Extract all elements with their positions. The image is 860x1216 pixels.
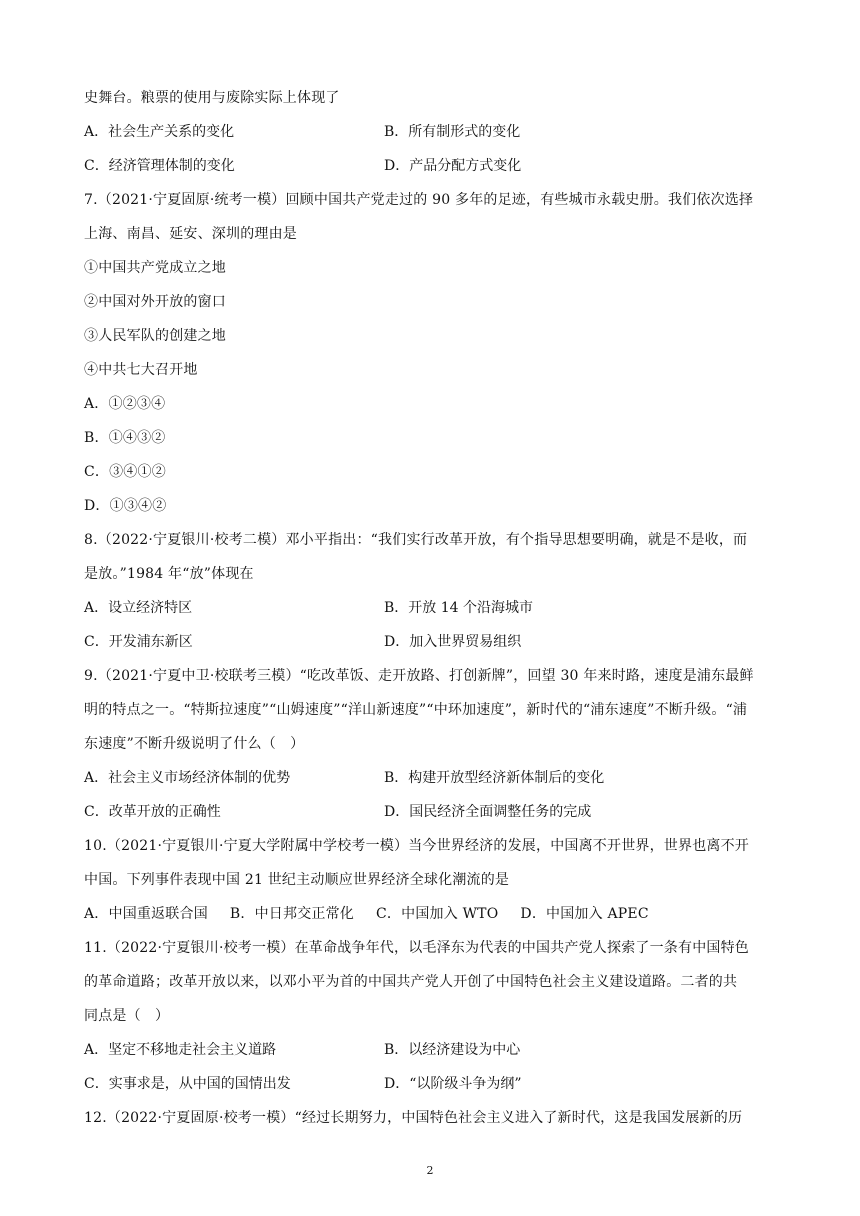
q9-stem-line-1: 9.（2021·宁夏中卫·校联考三模）“吃改革饭、走开放路、打创新牌”，回望 30 年来时路，速度是浦东最鲜 [84,668,754,684]
q10-options-row [84,904,671,924]
q9-stem-line-2: 明的特点之一。“特斯拉速度”“山姆速度”“洋山新速度”“中环加速度”，新时代的“浦东速度”不断升级。“浦 [84,702,748,718]
q8-option-a[interactable]: A．设立经济特区 [84,600,193,616]
q11-option-c[interactable]: C．实事求是，从中国的国情出发 [84,1076,291,1092]
q6-option-a[interactable]: A．社会生产关系的变化 [84,124,235,140]
q9-option-c[interactable]: C．改革开放的正确性 [84,804,221,820]
q11-stem-line-1: 11.（2022·宁夏银川·校考一模）在革命战争年代，以毛泽东为代表的中国共产党人探索了一条有中国特色 [84,940,749,956]
q7-stem-line-2: 上海、南昌、延安、深圳的理由是 [84,226,297,242]
q7-stem-line-1: 7.（2021·宁夏固原·统考一模）回顾中国共产党走过的 90 多年的足迹，有些城市永载史册。我们依次选择 [84,192,754,208]
q8-stem-line-2: 是放。”1984 年“放”体现在 [84,566,254,582]
q11-stem-line-3: 同点是（ ） [84,1008,170,1024]
q9-option-d[interactable]: D．国民经济全面调整任务的完成 [384,804,592,820]
q8-stem-line-1: 8.（2022·宁夏银川·校考二模）邓小平指出：“我们实行改革开放，有个指导思想要明确，就是不是收，而 [84,532,748,548]
q9-option-b[interactable]: B．构建开放型经济新体制后的变化 [384,770,605,786]
q10-option-a[interactable]: A．中国重返联合国 [84,906,208,922]
q11-option-a[interactable]: A．坚定不移地走社会主义道路 [84,1042,277,1058]
q9-stem-line-3: 东速度”不断升级说明了什么（ ） [84,736,305,752]
q10-stem-line-1: 10.（2021·宁夏银川·宁夏大学附属中学校考一模）当今世界经济的发展，中国离不开世界，世界也离不开 [84,838,749,854]
q7-option-b[interactable]: B．①④③② [84,430,166,446]
q7-option-a[interactable]: A．①②③④ [84,396,166,412]
q11-option-b[interactable]: B．以经济建设为中心 [384,1042,521,1058]
q7-option-d[interactable]: D．①③④② [84,498,167,514]
q7-item-4: ④中共七大召开地 [84,362,198,378]
q6-stem-tail: 史舞台。粮票的使用与废除实际上体现了 [84,90,340,106]
q8-option-d[interactable]: D．加入世界贸易组织 [384,634,522,650]
q8-option-b[interactable]: B．开放 14 个沿海城市 [384,600,534,616]
q12-stem-line-1: 12.（2022·宁夏固原·校考一模）“经过长期努力，中国特色社会主义进入了新时代，这是我国发展新的历 [84,1110,743,1126]
page-number: 2 [426,1164,434,1177]
q10-option-b[interactable]: B．中日邦交正常化 [229,906,355,922]
q7-item-1: ①中国共产党成立之地 [84,260,226,276]
q11-option-d[interactable]: D．“以阶级斗争为纲” [384,1076,522,1092]
q11-stem-line-2: 的革命道路；改革开放以来，以邓小平为首的中国共产党人开创了中国特色社会主义建设道路。二者的共 [84,974,738,990]
q10-stem-line-2: 中国。下列事件表现中国 21 世纪主动顺应世界经济全球化潮流的是 [84,872,510,888]
q6-option-c[interactable]: C．经济管理体制的变化 [84,158,235,174]
q6-option-b[interactable]: B．所有制形式的变化 [384,124,521,140]
q10-option-d[interactable]: D．中国加入 APEC [520,906,649,922]
q7-item-2: ②中国对外开放的窗口 [84,294,226,310]
q8-option-c[interactable]: C．开发浦东新区 [84,634,193,650]
q7-option-c[interactable]: C．③④①② [84,464,166,480]
q7-item-3: ③人民军队的创建之地 [84,328,226,344]
q9-option-a[interactable]: A．社会主义市场经济体制的优势 [84,770,291,786]
q6-option-d[interactable]: D．产品分配方式变化 [384,158,522,174]
q10-option-c[interactable]: C．中国加入 WTO [376,906,499,922]
